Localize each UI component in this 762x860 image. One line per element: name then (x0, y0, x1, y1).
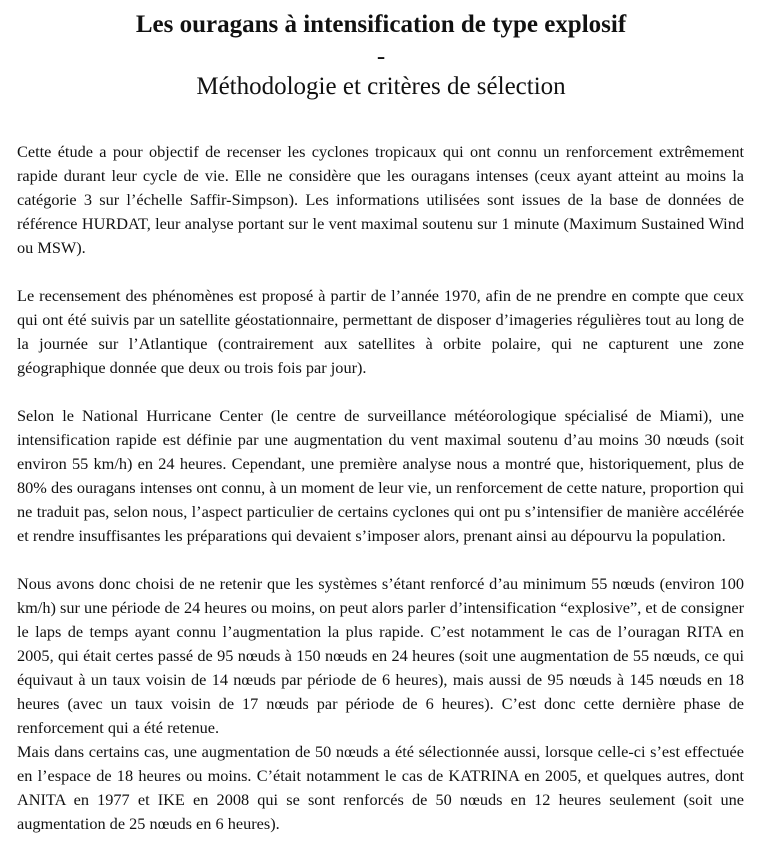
paragraph-nhc-definition: Selon le National Hurricane Center (le centre de surveillance météorologique spécialisé de Miami), une intensification rapide est définie par une augmentation du vent maximal soutenu d’au moins 30 nœuds (soit environ 55 km/h) en 24 heures. Cependant, une première analyse nous a montré que, historiquement, plus de 80% des ouragans intenses ont connu, à un moment de leur vie, un renforcement de cette nature, proportion qui ne traduit pas, selon nous, l’aspect particulier de certains cyclones qui ont pu s’intensifier de manière accélérée et rendre insuffisantes les préparations qui devaient s’imposer alors, prenant ainsi au dépourvu la population. (17, 406, 744, 545)
paragraph-exceptions: Mais dans certains cas, une augmentation de 50 nœuds a été sélectionnée aussi, lorsque celle-ci s’est effectuée en l’espace de 18 heures ou moins. C’était notamment le cas de KATRINA en 2005, et quelques autres, dont ANITA en 1977 et IKE en 2008 qui se sont renforcés de 50 nœuds en 12 heures seulement (soit une augmentation de 25 nœuds en 6 heures). (17, 742, 744, 833)
document-title: Les ouragans à intensification de type explosif (135, 11, 627, 38)
paragraph-objective: Cette étude a pour objectif de recenser les cyclones tropicaux qui ont connu un renforcement extrêmement rapide durant leur cycle de vie. Elle ne considère que les ouragans intenses (ceux ayant atteint au moins la catégorie 3 sur l’échelle Saffir-Simpson). Les informations utilisées sont issues de la base de données de référence HURDAT, leur analyse portant sur le vent maximal soutenu sur 1 minute (Maximum Sustained Wind ou MSW). (17, 142, 744, 257)
paragraph-selection-criteria: Nous avons donc choisi de ne retenir que les systèmes s’étant renforcé d’au minimum 55 nœuds (environ 100 km/h) sur une période de 24 heures ou moins, on peut alors parler d’intensification “explosive”, et de consigner le laps de temps ayant connu l’augmentation la plus rapide. C’est notamment le cas de l’ouragan RITA en 2005, qui était certes passé de 95 nœuds à 150 nœuds en 24 heures (soit une augmentation de 55 nœuds, ce qui équivaut à un taux voisin de 14 nœuds par période de 6 heures), mais aussi de 95 nœuds à 145 nœuds en 18 heures (avec un taux voisin de 17 nœuds par période de 6 heures). C’est donc cette dernière phase de renforcement qui a été retenue. (17, 574, 744, 737)
paragraph-census-period: Le recensement des phénomènes est proposé à partir de l’année 1970, afin de ne prendre en compte que ceux qui ont été suivis par un satellite géostationnaire, permettant de disposer d’imageries régulières tout au long de la journée sur l’Atlantique (contrairement aux satellites à orbite polaire, qui ne capturent une zone géographique donnée que deux ou trois fois par jour). (17, 286, 744, 377)
document-subtitle: Méthodologie et critères de sélection (196, 73, 566, 100)
title-separator: - (376, 43, 386, 70)
document-body (17, 140, 744, 860)
